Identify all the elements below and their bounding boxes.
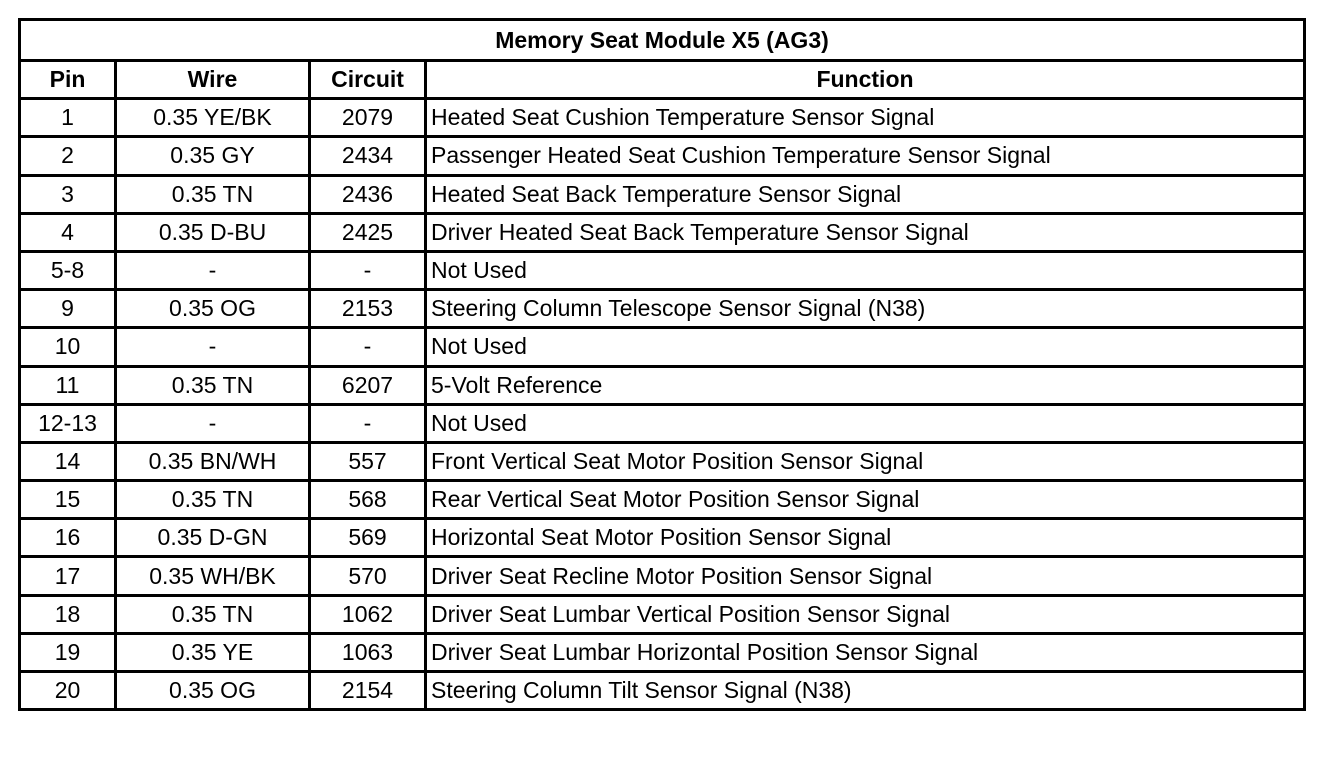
circuit-cell: 2434	[310, 137, 426, 175]
function-cell: Horizontal Seat Motor Position Sensor Signal	[426, 519, 1305, 557]
table-row	[20, 175, 1305, 213]
function-cell: Driver Heated Seat Back Temperature Sensor Signal	[426, 213, 1305, 251]
pin-cell: 20	[20, 672, 116, 710]
circuit-cell: 569	[310, 519, 426, 557]
pin-cell: 2	[20, 137, 116, 175]
table-row	[20, 137, 1305, 175]
table-row	[20, 595, 1305, 633]
function-cell: 5-Volt Reference	[426, 366, 1305, 404]
pin-cell: 19	[20, 633, 116, 671]
function-cell: Driver Seat Recline Motor Position Sensor Signal	[426, 557, 1305, 595]
circuit-cell: 2425	[310, 213, 426, 251]
function-cell: Driver Seat Lumbar Vertical Position Sensor Signal	[426, 595, 1305, 633]
table-row	[20, 481, 1305, 519]
pin-cell: 5-8	[20, 251, 116, 289]
wire-cell: 0.35 D-GN	[116, 519, 310, 557]
pin-cell: 18	[20, 595, 116, 633]
pin-cell: 11	[20, 366, 116, 404]
header-row	[20, 61, 1305, 99]
pin-cell: 15	[20, 481, 116, 519]
function-cell: Passenger Heated Seat Cushion Temperature Sensor Signal	[426, 137, 1305, 175]
wire-cell: 0.35 OG	[116, 672, 310, 710]
wire-cell: 0.35 TN	[116, 481, 310, 519]
function-cell: Driver Seat Lumbar Horizontal Position Sensor Signal	[426, 633, 1305, 671]
wire-cell: -	[116, 328, 310, 366]
column-header-function: Function	[426, 61, 1305, 99]
function-cell: Heated Seat Back Temperature Sensor Signal	[426, 175, 1305, 213]
table-row	[20, 519, 1305, 557]
wire-cell: -	[116, 251, 310, 289]
table-row	[20, 442, 1305, 480]
pin-cell: 4	[20, 213, 116, 251]
wire-cell: 0.35 D-BU	[116, 213, 310, 251]
pin-cell: 1	[20, 99, 116, 137]
circuit-cell: 568	[310, 481, 426, 519]
wire-cell: 0.35 WH/BK	[116, 557, 310, 595]
table-row	[20, 404, 1305, 442]
function-cell: Steering Column Telescope Sensor Signal (N38)	[426, 290, 1305, 328]
pin-cell: 12-13	[20, 404, 116, 442]
wire-cell: 0.35 TN	[116, 595, 310, 633]
table-row	[20, 328, 1305, 366]
circuit-cell: -	[310, 404, 426, 442]
column-header-circuit: Circuit	[310, 61, 426, 99]
table-row	[20, 672, 1305, 710]
wire-cell: 0.35 YE	[116, 633, 310, 671]
pin-cell: 17	[20, 557, 116, 595]
function-cell: Rear Vertical Seat Motor Position Sensor Signal	[426, 481, 1305, 519]
column-header-wire: Wire	[116, 61, 310, 99]
wire-cell: 0.35 TN	[116, 366, 310, 404]
pin-cell: 16	[20, 519, 116, 557]
table-body	[20, 99, 1305, 710]
circuit-cell: 557	[310, 442, 426, 480]
pin-cell: 14	[20, 442, 116, 480]
table-row	[20, 633, 1305, 671]
circuit-cell: 570	[310, 557, 426, 595]
circuit-cell: 6207	[310, 366, 426, 404]
table-row	[20, 366, 1305, 404]
circuit-cell: -	[310, 251, 426, 289]
title-row	[20, 20, 1305, 61]
table-row	[20, 99, 1305, 137]
wire-cell: 0.35 GY	[116, 137, 310, 175]
circuit-cell: 1063	[310, 633, 426, 671]
wire-cell: 0.35 TN	[116, 175, 310, 213]
circuit-cell: -	[310, 328, 426, 366]
wire-cell: 0.35 YE/BK	[116, 99, 310, 137]
table-title: Memory Seat Module X5 (AG3)	[20, 20, 1305, 61]
wire-cell: -	[116, 404, 310, 442]
function-cell: Not Used	[426, 328, 1305, 366]
circuit-cell: 2436	[310, 175, 426, 213]
circuit-cell: 1062	[310, 595, 426, 633]
pin-cell: 3	[20, 175, 116, 213]
function-cell: Not Used	[426, 404, 1305, 442]
pin-cell: 10	[20, 328, 116, 366]
table-row	[20, 290, 1305, 328]
wire-cell: 0.35 OG	[116, 290, 310, 328]
pin-cell: 9	[20, 290, 116, 328]
wire-cell: 0.35 BN/WH	[116, 442, 310, 480]
column-header-pin: Pin	[20, 61, 116, 99]
connector-pinout-table	[18, 18, 1306, 711]
table-row	[20, 251, 1305, 289]
function-cell: Not Used	[426, 251, 1305, 289]
circuit-cell: 2079	[310, 99, 426, 137]
function-cell: Front Vertical Seat Motor Position Sensor Signal	[426, 442, 1305, 480]
function-cell: Heated Seat Cushion Temperature Sensor Signal	[426, 99, 1305, 137]
circuit-cell: 2153	[310, 290, 426, 328]
circuit-cell: 2154	[310, 672, 426, 710]
table-row	[20, 213, 1305, 251]
table-row	[20, 557, 1305, 595]
function-cell: Steering Column Tilt Sensor Signal (N38)	[426, 672, 1305, 710]
